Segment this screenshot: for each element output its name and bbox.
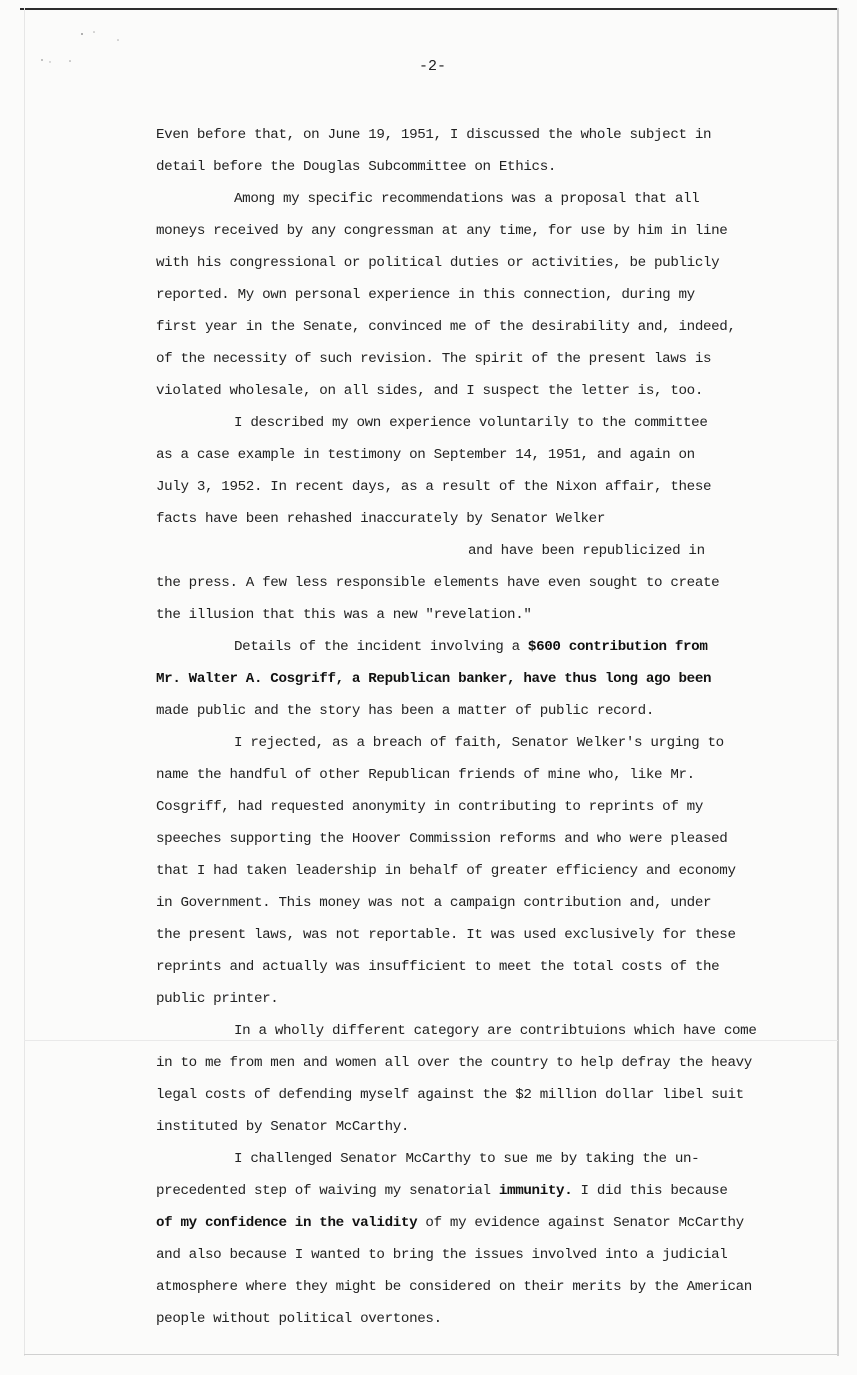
text-line: July 3, 1952. In recent days, as a result of the Nixon affair, these (156, 479, 712, 495)
text-line: instituted by Senator McCarthy. (156, 1119, 410, 1135)
text-line: reprints and actually was insufficient to meet the total costs of the (156, 959, 720, 975)
paper-right-edge (837, 8, 839, 1356)
text-line: Mr. Walter A. Cosgriff, a Republican banker, have thus long ago been (156, 671, 712, 687)
text-line: the illusion that this was a new "revelation." (156, 607, 532, 623)
text-line: with his congressional or political duties or activities, be publicly (156, 255, 720, 271)
text-line: first year in the Senate, convinced me of the desirability and, indeed, (156, 319, 736, 335)
text-line: name the handful of other Republican friends of mine who, like Mr. (156, 767, 695, 783)
page-number: -2- (418, 58, 446, 75)
text-line: I rejected, as a breach of faith, Senator Welker's urging to (234, 735, 724, 751)
text-line: speeches supporting the Hoover Commission reforms and who were pleased (156, 831, 728, 847)
text-line: made public and the story has been a matter of public record. (156, 703, 654, 719)
text-line: In a wholly different category are contribtuions which have come (234, 1023, 757, 1039)
text-line: and have been republicized in (468, 543, 705, 559)
text-line: of my confidence in the validity of my evidence against Senator McCarthy (156, 1215, 744, 1231)
text-line: in to me from men and women all over the country to help defray the heavy (156, 1055, 752, 1071)
text-line: of the necessity of such revision. The spirit of the present laws is (156, 351, 712, 367)
text-line: precedented step of waiving my senatorial immunity. I did this because (156, 1183, 728, 1199)
text-line: that I had taken leadership in behalf of greater efficiency and economy (156, 863, 736, 879)
text-line: the press. A few less responsible elements have even sought to create (156, 575, 720, 591)
text-line: in Government. This money was not a campaign contribution and, under (156, 895, 712, 911)
text-line: atmosphere where they might be considered on their merits by the American (156, 1279, 752, 1295)
text-line: the present laws, was not reportable. It was used exclusively for these (156, 927, 736, 943)
paper-bottom-edge (24, 1354, 838, 1355)
text-line: Details of the incident involving a $600 contribution from (234, 639, 708, 655)
letter-body (156, 119, 756, 1335)
text-line: public printer. (156, 991, 279, 1007)
text-line: violated wholesale, on all sides, and I suspect the letter is, too. (156, 383, 703, 399)
paper-left-edge (24, 8, 25, 1356)
text-line: Even before that, on June 19, 1951, I discussed the whole subject in (156, 127, 712, 143)
paper-top-edge (20, 8, 838, 10)
text-line: legal costs of defending myself against the $2 million dollar libel suit (156, 1087, 744, 1103)
text-line: Among my specific recommendations was a proposal that all (234, 191, 700, 207)
text-line: and also because I wanted to bring the issues involved into a judicial (156, 1247, 728, 1263)
text-line: as a case example in testimony on September 14, 1951, and again on (156, 447, 695, 463)
text-line: I challenged Senator McCarthy to sue me by taking the un- (234, 1151, 700, 1167)
text-line: moneys received by any congressman at any time, for use by him in line (156, 223, 728, 239)
text-line: I described my own experience voluntarily to the committee (234, 415, 708, 431)
text-line: facts have been rehashed inaccurately by Senator Welker (156, 511, 606, 527)
text-line: people without political overtones. (156, 1311, 442, 1327)
text-line: Cosgriff, had requested anonymity in contributing to reprints of my (156, 799, 703, 815)
text-line: reported. My own personal experience in this connection, during my (156, 287, 695, 303)
text-line: detail before the Douglas Subcommittee on Ethics. (156, 159, 557, 175)
